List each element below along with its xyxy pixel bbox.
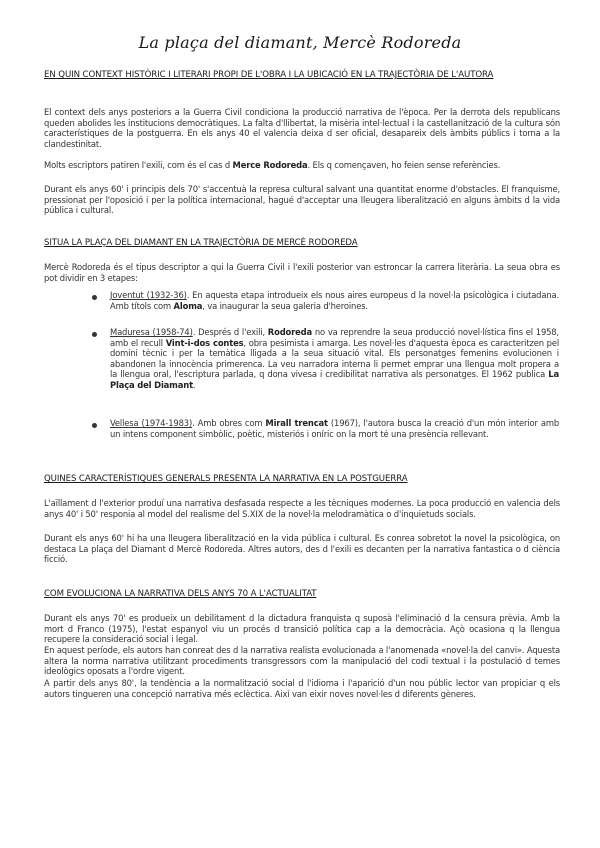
paragraph: En aquest període, els autors han conreat des d la narrativa realista evolucionada a l'anomenada «novel·la del canvi». Aquesta altera la norma narrativa utilitzant procediments transgressors com la manipulació del codi textual i la postulació d temes ideològics oposats a l'ordre vigent.: [44, 645, 560, 677]
text-span: . Després d l'exili,: [192, 327, 268, 337]
paragraph: [44, 160, 560, 171]
list-item: [110, 327, 559, 391]
paragraph: Durant els anys 70' es produeix un debilitament d la dictadura franquista q suposà l'eliminació d la censura prèvia. Amb la mort d Franco (1975), l'estat espanyol viu un procés d transició política cap a la democràcia. Açò ocasiona q la llengua recupere la consideració social i legal.: [44, 613, 560, 645]
section-heading-context: EN QUIN CONTEXT HISTÒRIC I LITERARI PROPI DE L'OBRA I LA UBICACIÓ EN LA TRAJECTÒRIA DE L'AUTORA: [44, 70, 494, 80]
text-span: , va inaugurar la seua galeria d'heroines.: [202, 300, 368, 311]
list-item-label: Vellesa (1974-1983): [110, 418, 193, 428]
bullet-icon: [92, 332, 97, 337]
bullet-icon: [92, 295, 97, 300]
bold-text: La Plaça del Diamant: [110, 369, 559, 390]
bold-text: Vint-i-dos contes: [165, 337, 244, 348]
text-span: . Amb obres com: [192, 418, 266, 428]
text-span: .: [192, 379, 196, 390]
list-item-label: Maduresa (1958-74): [110, 327, 193, 337]
bold-text: Mirall trencat: [265, 418, 328, 428]
section-heading-evolution: COM EVOLUCIONA LA NARRATIVA DELS ANYS 70 A L'ACTUALITAT: [44, 589, 317, 599]
document-title: La plaça del diamant, Mercè Rodoreda: [138, 33, 462, 52]
text-span: (1967), l'autora busca la creació d'un món interior amb un intens component simbòlic, poètic, misteriós i oníric on la mort té una presència rellevant.: [110, 418, 559, 439]
paragraph: El context dels anys posteriors a la Guerra Civil condiciona la producció narrativa de l'època. Per la derrota dels republicans queden abolides les institucions democràtiques. La falta d'llibertat, la misèria intel·lectual i la castellanització de la cultura són característiques de la postguerra. En els anys 40 el valencia deixa d ser oficial, desapareix dels àmbits públics i torna a la clandestinitat.: [44, 107, 560, 149]
list-item: [110, 418, 559, 439]
section-heading-characteristics: QUINES CARACTERÍSTIQUES GENERALS PRESENTA LA NARRATIVA EN LA POSTGUERRA: [44, 474, 408, 484]
list-item-label: Joventut (1932-36): [110, 290, 187, 300]
bullet-icon: [92, 423, 97, 428]
paragraph: Durant els anys 60' i principis dels 70' s'accentuà la represa cultural salvant una quantitat enorme d'obstacles. El franquisme, pressionat per l'oposició i per la política internacional, hagué d'acceptar una lleugera liberalització en alguns àmbits d la vida pública i cultural.: [44, 184, 560, 216]
text-span: . En aquesta etapa introdueix els nous aires europeus d la novel·la psicològica i ciutadana. Amb títols com: [110, 290, 559, 311]
bold-text: Rodoreda: [267, 327, 313, 337]
bold-text: Aloma: [173, 300, 203, 311]
paragraph: A partir dels anys 80', la tendència a la normalització social d l'idioma i l'aparició d'un nou públic lector van propiciar q els autors tingueren una concepció narrativa més eclèctica. Així van eixir noves novel·les d diferents gèneres.: [44, 678, 560, 699]
bold-text: Merce Rodoreda: [232, 160, 308, 170]
text-span: , obra pesimista i amarga. Les novel·les d'aquesta època es caracteritzen pel domini tècnic i per la temàtica lligada a la seua situació vital. Els personatges femenins evolucionen i abandonen la innocència primerenca. La veu narradora interna li permet emprar una llengua molt propera a la llengua oral, l'escriptura parlada, q dona vivesa i credibilitat narrativa als personatges. El 1962 publica: [110, 337, 559, 380]
list-item: [110, 290, 559, 311]
paragraph: Durant els anys 60' hi ha una lleugera liberalització en la vida pública i cultural. Es conrea sobretot la novel la psicològica, on destaca La plaça del Diamant d Mercè Rodoreda. Altres autors, des d l'exili es decanten per la narrativa fantastica o d ciència ficció.: [44, 533, 560, 565]
text-span: Molts escriptors patiren l'exili, com és el cas d: [44, 160, 233, 170]
paragraph: L'aïllament d l'exterior produí una narrativa desfasada respecte a les tècniques modernes. La poca producció en valencia dels anys 40' i 50' responia al model del realisme del S.XIX de la novel·la melodramàtica o d'inquietuds socials.: [44, 498, 560, 519]
section-heading-trajectory: SITUA LA PLAÇA DEL DIAMANT EN LA TRAJECTÒRIA DE MERCÈ RODOREDA: [44, 238, 358, 248]
text-span: . Els q començaven, ho feien sense referències.: [307, 160, 501, 170]
text-span: no va reprendre la seua producció novel·lística fins el 1958, amb el recull: [110, 327, 559, 348]
paragraph: Mercè Rodoreda és el tipus descriptor a qui la Guerra Civil i l'exili posterior van estroncar la carrera literària. La seua obra es pot dividir en 3 etapes:: [44, 262, 560, 283]
